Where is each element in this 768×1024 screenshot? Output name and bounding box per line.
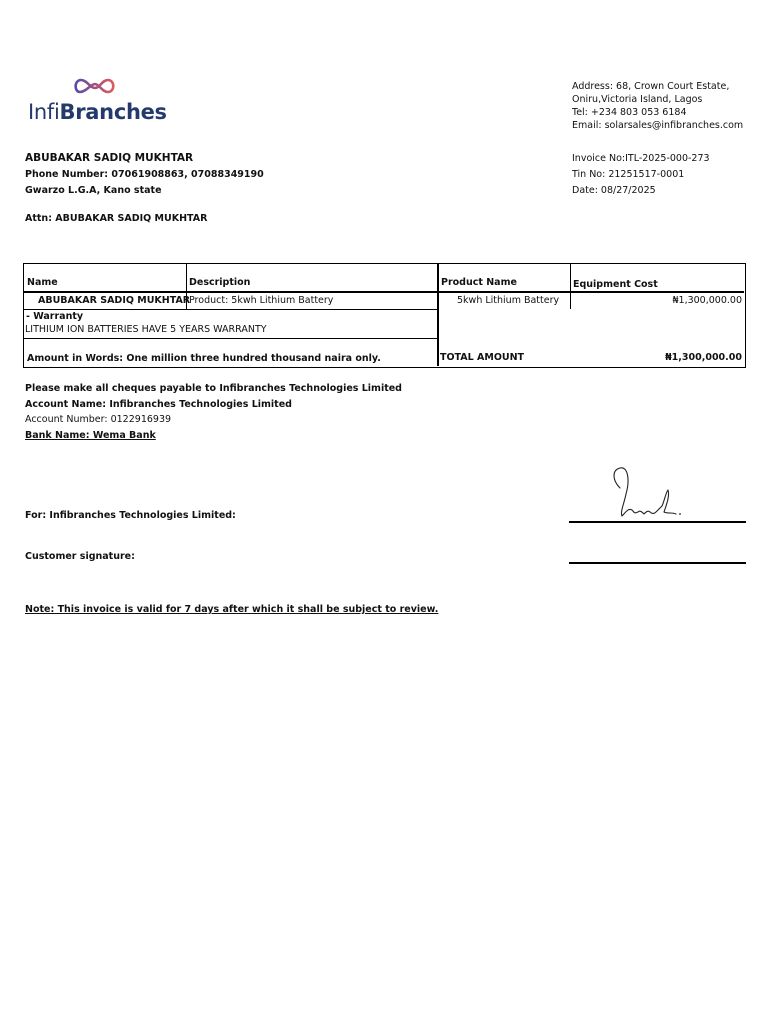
infinity-logo-icon: [72, 74, 118, 98]
validity-note: Note: This invoice is valid for 7 days after which it shall be subject to review.: [25, 604, 439, 615]
table-divider: [570, 264, 571, 309]
header-equipment-cost: Equipment Cost: [573, 279, 658, 290]
logo-wordmark: InfiBranches: [28, 100, 167, 124]
company-address-line2: Oniru,Victoria Island, Lagos: [572, 94, 703, 105]
customer-address: Gwarzo L.G.A, Kano state: [25, 185, 162, 196]
total-amount-label: TOTAL AMOUNT: [440, 352, 525, 363]
handwritten-signature: [606, 462, 686, 524]
header-product-name: Product Name: [441, 277, 517, 288]
table-divider: [24, 309, 439, 310]
bank-name: Bank Name: Wema Bank: [25, 430, 156, 441]
company-signature-line: [569, 521, 746, 523]
company-info: [572, 80, 752, 132]
row-customer-name: ABUBAKAR SADIQ MUKHTAR: [38, 295, 191, 306]
row-product-name: 5kwh Lithium Battery: [457, 295, 560, 306]
total-amount-value: ₦1,300,000.00: [665, 352, 742, 363]
invoice-number: Invoice No:ITL-2025-000-273: [572, 153, 710, 164]
header-description: Description: [189, 277, 251, 288]
tin-number: Tin No: 21251517-0001: [572, 169, 685, 180]
row-description: Product: 5kwh Lithium Battery: [189, 295, 334, 306]
warranty-title: - Warranty: [26, 311, 84, 322]
attention-line: Attn: ABUBAKAR SADIQ MUKHTAR: [25, 213, 208, 224]
invoice-table: [23, 263, 746, 368]
warranty-text: LITHIUM ION BATTERIES HAVE 5 YEARS WARRANTY: [25, 324, 267, 335]
customer-signature-line: [569, 562, 746, 564]
customer-phone: Phone Number: 07061908863, 07088349190: [25, 169, 264, 180]
company-address-line1: Address: 68, Crown Court Estate,: [572, 81, 730, 92]
row-equipment-cost: ₦1,300,000.00: [672, 295, 742, 306]
customer-signature-label: Customer signature:: [25, 551, 135, 562]
account-name: Account Name: Infibranches Technologies Limited: [25, 399, 292, 410]
company-email: Email: solarsales@infibranches.com: [572, 120, 744, 131]
table-divider: [437, 264, 439, 366]
table-divider: [24, 338, 439, 339]
table-divider: [24, 291, 744, 293]
invoice-date: Date: 08/27/2025: [572, 185, 656, 196]
amount-in-words: Amount in Words: One million three hundred thousand naira only.: [27, 353, 381, 364]
company-logo: [28, 74, 178, 130]
cheques-payable-note: Please make all cheques payable to Infibranches Technologies Limited: [25, 383, 402, 394]
company-signature-label: For: Infibranches Technologies Limited:: [25, 510, 236, 521]
company-tel: Tel: +234 803 053 6184: [572, 107, 687, 118]
account-number: Account Number: 0122916939: [25, 414, 172, 425]
header-name: Name: [27, 277, 58, 288]
customer-name: ABUBAKAR SADIQ MUKHTAR: [25, 152, 194, 164]
